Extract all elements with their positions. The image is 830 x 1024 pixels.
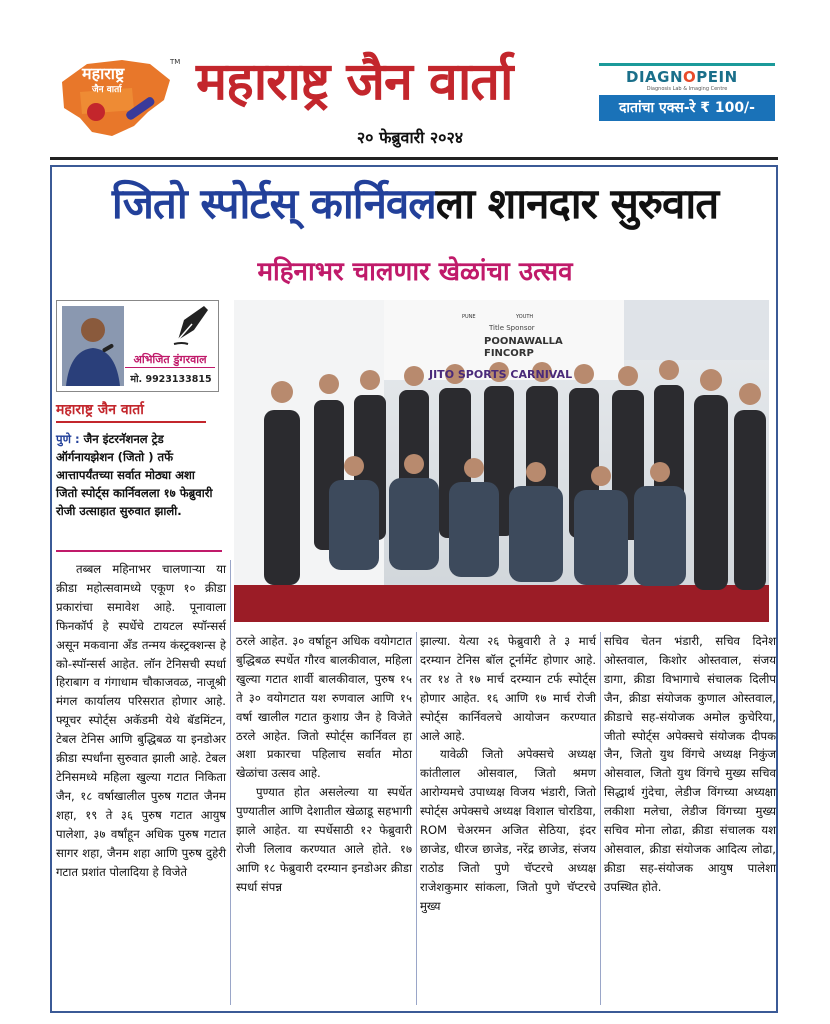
ad-brand-part: PEIN — [696, 68, 738, 86]
logo-word: महाराष्ट्र — [82, 64, 125, 83]
ad-brand-part: DIAGN — [626, 68, 684, 86]
ad-offer: दातांचा एक्स-रे ₹ 100/- — [599, 95, 775, 121]
column-3-text-2: यावेळी जितो अपेक्सचे अध्यक्ष कांतीलाल ओसवाल, जितो श्रमण आरोग्यमचे उपाध्यक्ष विजय भंडारी, जितो स्पोर्ट्स अपेक्सचे अध्यक्ष विशाल चोरडिया, ROM चेअरमन अजित सेठिया, इंदर छाजेड, धीरज छाजेड, नरेंद्र छाजेड, संजय राठोड जितो पुणे चॅप्टरचे अध्यक्ष राजेशकुमार सांकला, जितो पुणे चॅप्टरचे मुख्य — [420, 747, 596, 913]
article-column-2 — [236, 632, 412, 897]
photo-sponsor-name-1: POONAWALLA — [484, 336, 563, 347]
ad-brand — [626, 68, 738, 86]
headline — [60, 170, 770, 238]
column-divider — [600, 632, 601, 1005]
headline-part-1: जितो स्पोर्टस् कार्निवल — [111, 179, 436, 228]
ad-accent-line — [599, 63, 775, 66]
photo-sponsor-caption: Title Sponsor — [489, 324, 535, 332]
column-4-text: सचिव चेतन भंडारी, सचिव दिनेश ओस्तवाल, किशोर ओस्तवाल, संजय डागा, क्रीडा विभागाचे संचालक दिलीप जैन, क्रीडा संयोजक कुणाल ओस्तवाल, क्रीडाचे सह-संयोजक अमोल कुचेरिया, जीतो स्पोर्ट्स अपेक्सचे संयोजक दीपक जैन, जितो युथ विंगचे अध्यक्ष निकुंज ओसवाल, जितो युथ विंगचे मुख्य सचिव सिद्धार्थ गुंदेचा, लेडीज विंगच्या अध्यक्षा लकीशा मलेचा, लेडीज विंगच्या मुख्य सचिव मोना लोढा, क्रीडा संचालक यश ओसवाल, क्रीडा संयोजक आदित्य लोढा, क्रीडा सह-संयोजक आयुष पालेशा उपस्थित होते. — [604, 634, 776, 894]
article-column-3 — [420, 632, 596, 916]
masthead-rule — [50, 157, 778, 160]
reporter-phone: मो. 9923133815 — [130, 374, 212, 385]
photo-sponsor-name-2: FINCORP — [484, 348, 534, 359]
dateline-place: पुणे : — [56, 432, 80, 446]
column-divider — [416, 632, 417, 1005]
column-2-text-1: ठरले आहेत. ३० वर्षाहून अधिक वयोगटात बुद्धिबळ स्पर्धेत गौरव बालकीवाल, महिला खुल्या गटात शार्वी बालकीवाल, पुरुष १५ ते ३० वयोगटात यश रुणवाल आणि १५ वर्षा खालील गटात कुशाग्र जैन हे विजेते ठरले आहेत. जितो स्पोर्ट्स कार्निवल हा अशा प्रकारचा पहिलाच सर्वात मोठा खेळांचा उत्सव आहे. — [236, 634, 412, 781]
reporter-photo — [62, 306, 124, 386]
article-intro — [56, 430, 216, 520]
article-column-1 — [56, 560, 226, 881]
column-3-text-1: झाल्या. येत्या २६ फेब्रुवारी ते ३ मार्च दरम्यान टेनिस बॉल टूर्नामेंट होणार आहे. तर १४ ते १७ मार्च दरम्यान टर्फ स्पोर्ट्स होणार आहेत. १६ आणि १७ मार्च रोजी स्पोर्ट्स कार्निवलचे आयोजन करण्यात आले आहे. — [420, 634, 596, 743]
ad-tagline: Diagnosis Lab & Imaging Centre — [646, 86, 728, 92]
article-column-4 — [604, 632, 776, 897]
photo-banner-text: JITO SPORTS CARNIVAL — [429, 368, 573, 381]
section-label: महाराष्ट्र जैन वार्ता — [56, 402, 144, 418]
issue-date: २० फेब्रुवारी २०२४ — [356, 128, 464, 147]
ad-brand-o: O — [683, 68, 697, 86]
logo-trademark: TM — [170, 58, 181, 66]
intro-rule — [56, 550, 222, 552]
masthead-title: महाराष्ट्र जैन वार्ता — [196, 51, 513, 112]
subheadline: महिनाभर चालणार खेळांचा उत्सव — [257, 257, 573, 287]
pen-nib-icon — [170, 302, 212, 346]
intro-text: जैन इंटरनॅशनल ट्रेड ऑर्गनायझेशन (जितो ) तर्फे आत्तापर्यंतच्या सर्वात मोठ्या अशा जितो स्पोर्ट्स कार्निवलला १७ फेब्रुवारी रोजी उत्साहात सुरुवात झाली. — [56, 432, 213, 518]
section-rule — [56, 421, 206, 423]
event-photo — [234, 300, 769, 622]
photo-logo-right: YOUTH — [516, 314, 534, 320]
column-2-text-2: पुण्यात होत असलेल्या या स्पर्धेत पुण्यातील आणि देशातील खेळाडू सहभागी झाले आहेत. या स्पर्धेसाठी १२ फेब्रुवारी रोजी लिलाव करण्यात आले होते. १७ आणि १८ फेब्रुवारी दरम्यान इनडोअर क्रीडा स्पर्धा संपन्न — [236, 785, 412, 894]
column-1-text: तब्बल महिनाभर चालणाऱ्या या क्रीडा महोत्सवामध्ये एकूण १० क्रीडा प्रकारांचा समावेश आहे. पूनावाला फिनकॉर्प हे स्पर्धेचे टायटल स्पॉन्सर्स असून मकवाना अँड तन्मय कंस्ट्रक्शन्स हे को-स्पॉन्सर्स आहेत. लॉन टेनिसची स्पर्धा हिराबाग व गंगाधाम चौकाजवळ, नाजूश्री मंगल कार्यालय परिसरात होणार आहे. फ्यूचर स्पोर्ट्स अकॅडमी येथे बॅडमिंटन, टेबल टेनिस आणि बुद्धिबळ या इनडोअर क्रीडा स्पर्धांना सुरुवात झाली आहे. टेबल टेनिसमध्ये महिला खुल्या गटात निकिता जैन, १८ वर्षाखालील पुरुष गटात जैनम शहा, १९ ते ३६ पुरुष गटात आयुष पालेशा, ३७ वर्षांहून अधिक पुरुष गटात सागर शहा, जैनम शहा आणि पुरुष दुहेरी गटात प्रशांत पोलादिया हे विजेते — [56, 562, 226, 879]
photo-logo-left: PUNE — [462, 314, 476, 320]
headline-part-2: ला शानदार सुरुवात — [435, 179, 719, 228]
logo-subtext: जैन वार्ता — [92, 85, 122, 95]
reporter-name: अभिजित डुंगरवाल — [133, 353, 207, 366]
reporter-divider — [125, 367, 215, 368]
column-divider — [230, 560, 231, 1005]
